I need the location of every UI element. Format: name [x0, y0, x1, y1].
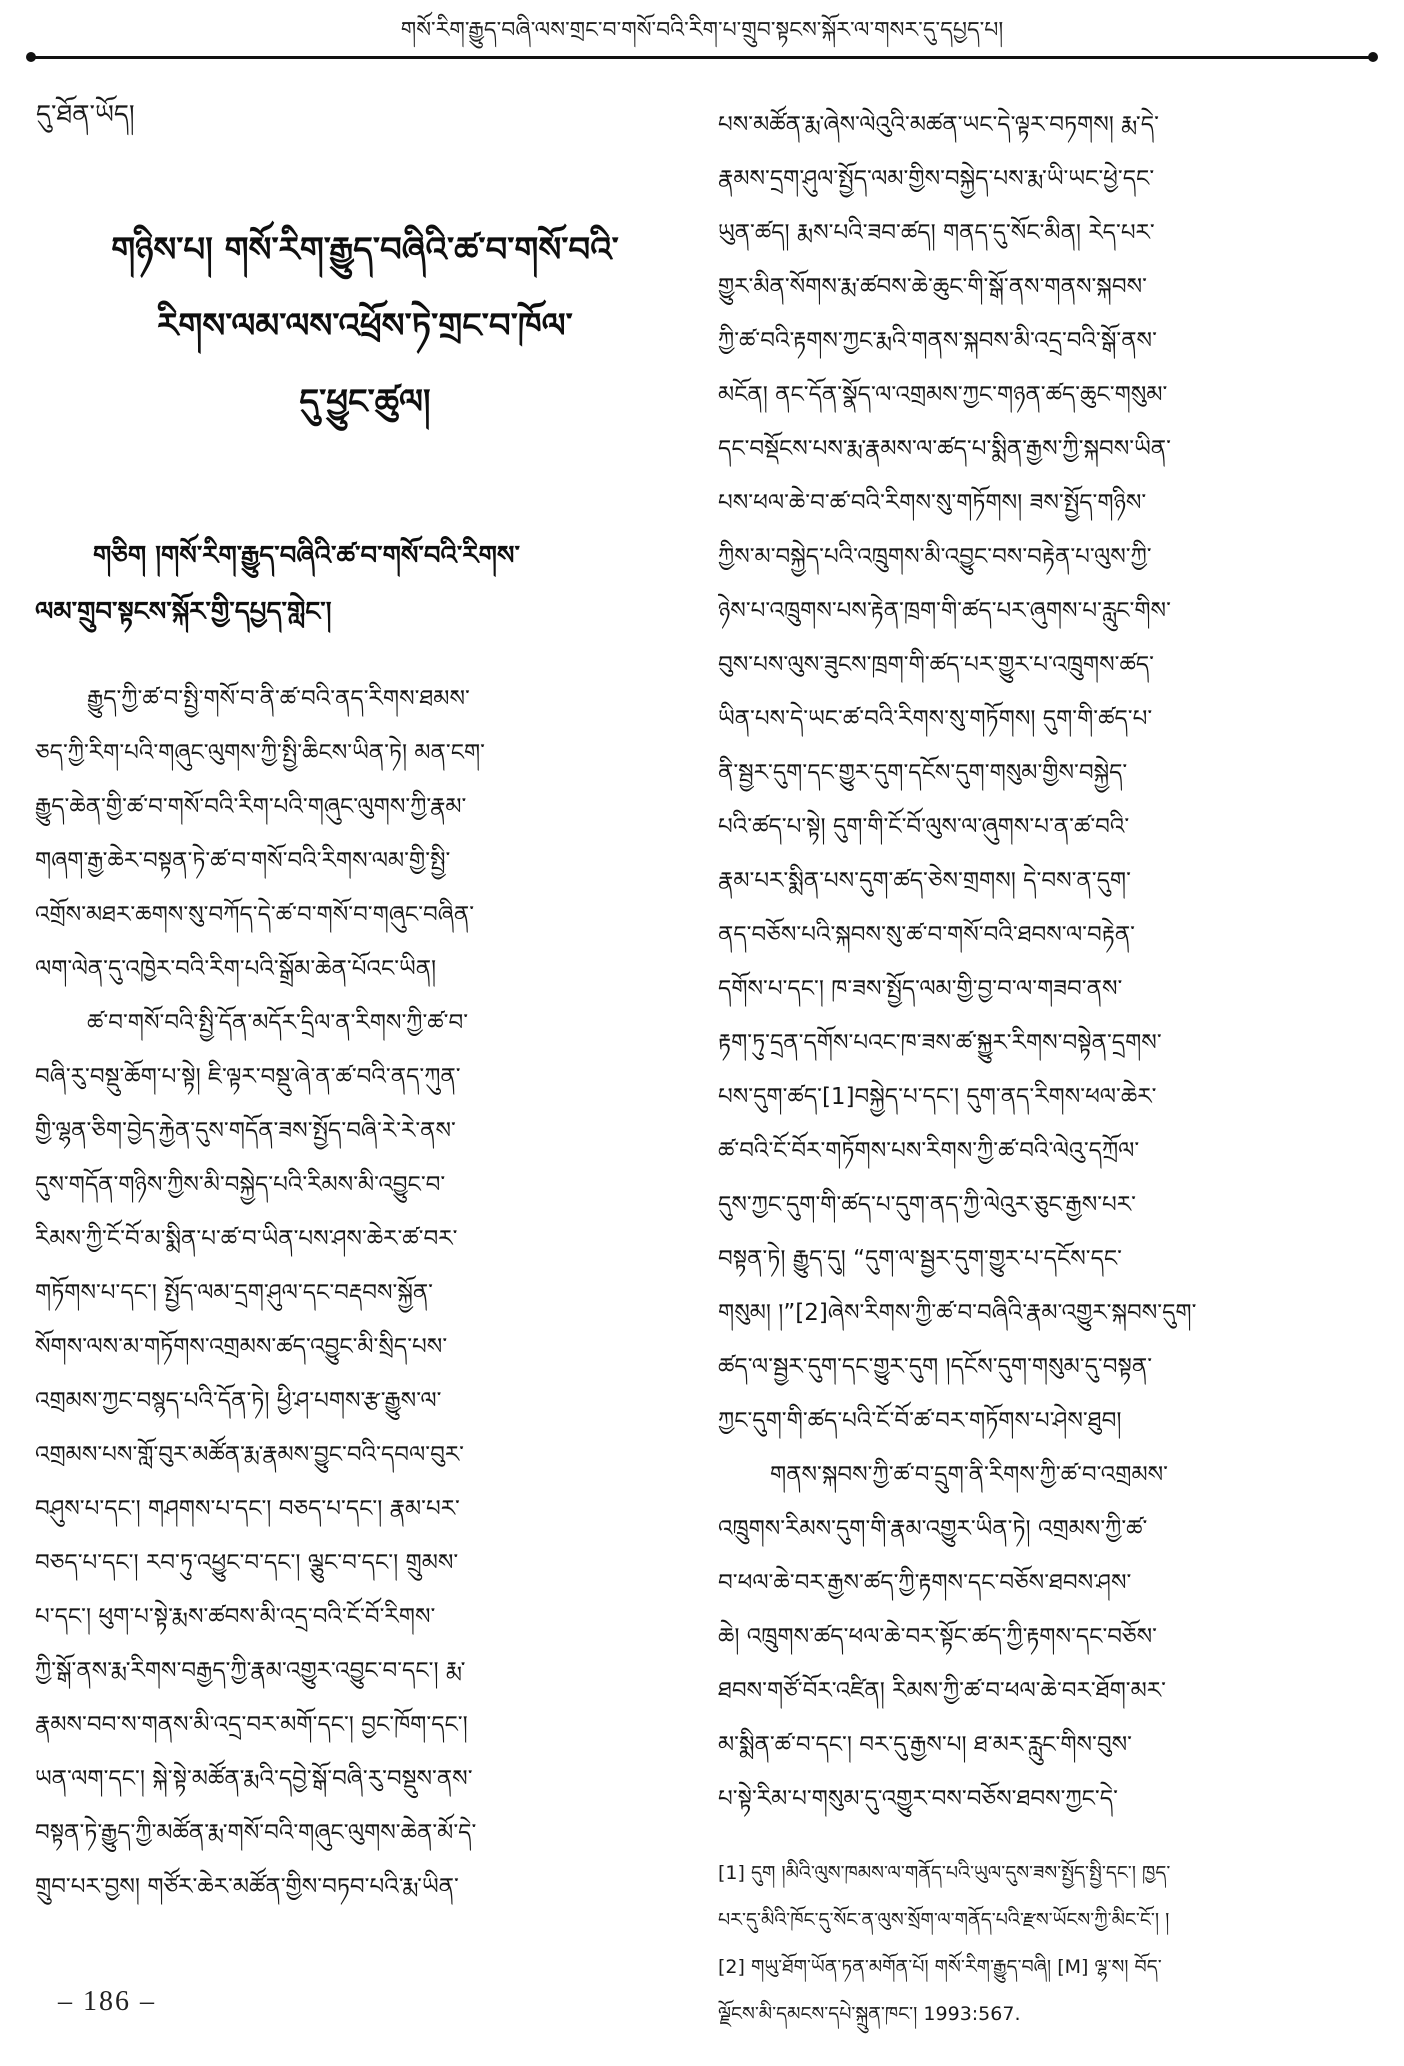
rule-bar — [30, 56, 1374, 59]
text-line: གཞག་རྒྱ་ཆེར་བསྟན་ཏེ་ཚ་བ་གསོ་བའི་རིགས་ལམ་གྱི་སྤྱི་ — [35, 848, 451, 874]
text-line: བཤུས་པ་དང་། གཤགས་པ་དང་། བཅད་པ་དང་། རྣམ་པར་ — [35, 1496, 460, 1522]
text-line: བཞི་རུ་བསྡུ་ཆོག་པ་སྟེ། ཇི་ལྟར་བསྡུ་ཞེ་ན་ཚ་བའི་ནད་ཀུན་ — [35, 1064, 461, 1090]
right-paragraph-2 — [718, 1448, 1390, 1826]
text-line: འགྲམས་པས་གློ་བུར་མཚོན་རྨ་རྣམས་བྱུང་བའི་དབལ་བུར་ — [35, 1442, 464, 1468]
text-line: ནད་བཅོས་པའི་སྐབས་སུ་ཚ་བ་གསོ་བའི་ཐབས་ལ་བརྟེན་ — [718, 922, 1135, 948]
text-line: དང་བསྡོངས་པས་རྨ་རྣམས་ལ་ཚད་པ་སྨིན་རྒྱས་ཀྱི་སྐབས་ཡིན་ — [718, 436, 1171, 462]
text-line: ཡིན་པས་དེ་ཡང་ཚ་བའི་རིགས་སུ་གཏོགས། དུག་གི་ཚད་པ་ — [718, 706, 1153, 732]
text-line: བ་ཕལ་ཆེ་བར་རྒྱས་ཚད་ཀྱི་རྟགས་དང་བཅོས་ཐབས་ཤས་ — [718, 1570, 1132, 1596]
text-line: ཆེ། འཁྲུགས་ཚད་ཕལ་ཆེ་བར་སྟོང་ཚད་ཀྱི་རྟགས་དང་བཅོས་ — [718, 1624, 1157, 1650]
right-column-body — [718, 98, 1390, 1826]
text-line: གྱི་ལྷན་ཅིག་བྱེད་རྐྱེན་དུས་གདོན་ཟས་སྤྱོད་བཞི་རེ་རེ་ནས་ — [35, 1118, 456, 1144]
footnotes-block — [718, 1850, 1394, 2038]
text-line: འཁྲུགས་རིམས་དུག་གི་རྣམ་འགྱུར་ཡིན་ཏེ། འགྲམས་ཀྱི་ཚ་ — [718, 1516, 1148, 1542]
text-line: རྟག་ཏུ་དྲན་དགོས་པའང་ཁ་ཟས་ཚ་སྐྱུར་རིགས་བསྟེན་དྲགས་ — [718, 1030, 1162, 1056]
text-line: གསུམ། །”[2]ཞེས་རིགས་ཀྱི་ཚ་བ་བཞིའི་རྣམ་འགྱུར་སྐབས་དུག་ — [718, 1300, 1197, 1326]
page-number: – 186 – — [58, 1986, 156, 2017]
text-line: གཉིས་པ། གསོ་རིག་རྒྱུད་བཞིའི་ཚ་བ་གསོ་བའི་ — [111, 230, 619, 270]
text-line: ཚ་བ་གསོ་བའི་སྤྱི་དོན་མདོར་དྲིལ་ན་རིགས་ཀྱི་ཚ་བ་ — [87, 1010, 469, 1036]
chapter-title — [35, 212, 695, 440]
footnote-1 — [718, 1850, 1394, 1944]
text-line: དགོས་པ་དང་། ཁ་ཟས་སྤྱོད་ལམ་གྱི་བྱ་བ་ལ་གཟབ་ནས་ — [718, 976, 1123, 1002]
text-line: སོགས་ལས་མ་གཏོགས་འགྲམས་ཚད་འབྱུང་མི་སྲིད་པས་ — [35, 1334, 448, 1360]
text-line: [1] དུག །མིའི་ལུས་ཁམས་ལ་གནོད་པའི་ཡུལ་དུས་ཟས་སྤྱོད་སྤྱི་དང་། ཁྱད་ — [718, 1862, 1171, 1884]
text-line: དུས་ཀྱང་དུག་གི་ཚད་པ་དུག་ནད་ཀྱི་ལེའུར་ཅུང་རྒྱས་པར་ — [718, 1192, 1136, 1218]
text-line: དུས་གདོན་གཉིས་ཀྱིས་མི་བསྐྱེད་པའི་རིམས་མི་འབྱུང་བ་ — [35, 1172, 446, 1198]
rule-right-dot — [1368, 52, 1378, 62]
text-line: རིགས་ལམ་ལས་འཕྲོས་ཏེ་གྲང་བ་ཁོལ་ — [157, 306, 573, 346]
text-line: པའི་ཚད་པ་སྟེ། དུག་གི་ངོ་བོ་ལུས་ལ་ཞུགས་པ་ན་ཚ་བའི་ — [718, 814, 1130, 840]
text-line: ནི་སྦྱར་དུག་དང་གྱུར་དུག་དངོས་དུག་གསུམ་གྱིས་བསྐྱེད་ — [718, 760, 1128, 786]
text-line: བཅད་པ་དང་། རབ་ཏུ་འཕྱུང་བ་དང་། ལྕུང་བ་དང་། གྲུམས་ — [35, 1550, 459, 1576]
text-line: ཀྱི་སྒོ་ནས་རྨ་རིགས་བརྒྱད་ཀྱི་རྣམ་འགྱུར་འབྱུང་བ་དང་། རྨ་ — [35, 1658, 466, 1684]
text-line: པས་དུག་ཚད་[1]བསྐྱེད་པ་དང་། དུག་ནད་རིགས་ཕལ་ཆེར་ — [718, 1084, 1157, 1110]
text-line: ཉེས་པ་འཁྲུགས་པས་རྟེན་ཁྲག་གི་ཚད་པར་ཞུགས་པ་རླུང་གིས་ — [718, 598, 1171, 624]
text-line: རྣམས་དྲག་ཤུལ་སྤྱོད་ལམ་གྱིས་བསྐྱེད་པས་རྨ་ཡི་ཡང་ཕྱེ་དང་ — [718, 166, 1155, 192]
text-line: དུ་ཕྱུང་ཚུལ། — [299, 382, 431, 422]
text-line: ཀྱི་ཚ་བའི་རྟགས་ཀྱང་རྨའི་གནས་སྐབས་མི་འདྲ་བའི་སྒོ་ནས་ — [718, 328, 1157, 354]
section-heading — [35, 528, 695, 640]
text-line: པ་དང་། ཕུག་པ་སྟེ་རྨས་ཚབས་མི་འདྲ་བའི་ངོ་བོ་རིགས་ — [35, 1604, 436, 1630]
text-line: རིམས་ཀྱི་ངོ་བོ་མ་སྨིན་པ་ཚ་བ་ཡིན་པས་ཤས་ཆེར་ཚ་བར་ — [35, 1226, 458, 1252]
left-paragraph-2 — [35, 996, 695, 1914]
text-line: རྒྱུད་ཀྱི་ཚ་བ་སྤྱི་གསོ་བ་ནི་ཚ་བའི་ནད་རིགས་ཐམས་ — [87, 686, 470, 712]
left-paragraph-1 — [35, 672, 695, 996]
text-line: འགྲམས་ཀྱང་བསྙད་པའི་དོན་ཏེ། ཕྱི་ཤ་པགས་རྩ་རྒྱུས་ལ་ — [35, 1388, 442, 1414]
text-line: ཀྱང་དུག་གི་ཚད་པའི་ངོ་བོ་ཚ་བར་གཏོགས་པ་ཤེས་ཐུབ། — [718, 1408, 1122, 1434]
text-line: འགྲོས་མཐར་ཆགས་སུ་བཀོད་དེ་ཚ་བ་གསོ་བ་གཞུང་བཞིན་ — [35, 902, 475, 928]
footnote-2 — [718, 1944, 1394, 2038]
right-paragraph-1 — [718, 98, 1390, 1448]
text-line: [2] གཡུ་ཐོག་ཡོན་ཏན་མགོན་པོ། གསོ་རིག་རྒྱུད་བཞི། [M] ལྷ་ས། བོད་ — [718, 1956, 1162, 1978]
header-rule — [26, 52, 1378, 62]
text-line: ཚད་ལ་སྦྱར་དུག་དང་གྱུར་དུག །དངོས་དུག་གསུམ་དུ་བསྟན་ — [718, 1354, 1153, 1380]
text-line: པས་ཕལ་ཆེ་བ་ཚ་བའི་རིགས་སུ་གཏོགས། ཟས་སྤྱོད་གཉིས་ — [718, 490, 1147, 516]
text-line: རྒྱུད་ཆེན་གྱི་ཚ་བ་གསོ་བའི་རིག་པའི་གཞུང་ལུགས་ཀྱི་རྣམ་ — [35, 794, 467, 820]
text-line: ཡུན་ཚད། རྨས་པའི་ཟབ་ཚད། གནད་དུ་སོང་མིན། རེད་པར་ — [718, 220, 1155, 246]
text-line: ཅད་ཀྱི་རིག་པའི་གཞུང་ལུགས་ཀྱི་སྤྱི་ཆིངས་ཡིན་ཏེ། མན་ངག་ — [35, 740, 486, 766]
text-line: ཀྱིས་མ་བསྐྱེད་པའི་འཁྲུགས་མི་འབྱུང་བས་བརྟེན་པ་ལུས་ཀྱི་ — [718, 544, 1152, 570]
text-line: བསྟན་ཏེ། རྒྱུད་དུ། “དུག་ལ་སྦྱར་དུག་གྱུར་པ་དངོས་དང་ — [718, 1246, 1123, 1272]
text-line: ཐབས་གཙོ་བོར་འཛིན། རིམས་ཀྱི་ཚ་བ་ཕལ་ཆེ་བར་ཐོག་མར་ — [718, 1678, 1166, 1704]
left-column-body — [35, 672, 695, 1914]
text-line: བུས་པས་ལུས་ཟུངས་ཁྲག་གི་ཚད་པར་གྱུར་པ་འཁྲུགས་ཚད་ — [718, 652, 1154, 678]
text-line: གཅིག །གསོ་རིག་རྒྱུད་བཞིའི་ཚ་བ་གསོ་བའི་རིགས་ — [93, 541, 520, 571]
text-line: གྲུབ་པར་བྱས། གཙོར་ཆེར་མཚོན་གྱིས་བཏབ་པའི་རྨ་ཡིན་ — [35, 1874, 459, 1900]
text-line: གཏོགས་པ་དང་། སྤྱོད་ལམ་དྲག་ཤུལ་དང་བརྡབས་སྐྱོན་ — [35, 1280, 434, 1306]
text-line: ལམ་གྲུབ་སྟངས་སྐོར་གྱི་དཔྱད་གླེང་། — [35, 597, 332, 627]
text-line: ཚ་བའི་ངོ་བོར་གཏོགས་པས་རིགས་ཀྱི་ཚ་བའི་ལེའུ་དཀྲོལ་ — [718, 1138, 1140, 1164]
text-line: རྣམ་པར་སྨིན་པས་དུག་ཚད་ཅེས་གྲགས། དེ་བས་ན་དུག་ — [718, 868, 1131, 894]
text-line: པ་སྟེ་རིམ་པ་གསུམ་དུ་འགྱུར་བས་བཅོས་ཐབས་ཀྱང་དེ་ — [718, 1786, 1118, 1812]
text-line: བསྟན་ཏེ་རྒྱུད་ཀྱི་མཚོན་རྨ་གསོ་བའི་གཞུང་ལུགས་ཆེན་མོ་དེ་ — [35, 1820, 477, 1846]
text-line: ལག་ལེན་དུ་འཁྱེར་བའི་རིག་པའི་སྒྲོམ་ཆེན་པོའང་ཡིན། — [35, 956, 437, 982]
text-line: པས་མཚོན་རྨ་ཞེས་ལེའུའི་མཚན་ཡང་དེ་ལྟར་བཏགས། རྨ་དེ་ — [718, 112, 1159, 138]
running-head-title: གསོ་རིག་རྒྱུད་བཞི་ལས་གྲང་བ་གསོ་བའི་རིག་པ་གྲུབ་སྟངས་སྐོར་ལ་གསར་དུ་དཔྱད་པ། — [400, 18, 1004, 43]
text-line: མངོན། ནང་དོན་སྣོད་ལ་འགྲམས་ཀྱང་གཉན་ཚད་ཆུང་གསུམ་ — [718, 382, 1168, 408]
byline-text: དུ་ཐོན་ཡོད། — [36, 100, 135, 130]
text-line: རྣམས་བབ་ས་གནས་མི་འདྲ་བར་མགོ་དང་། བྱང་ཁོག་དང་། — [35, 1712, 468, 1738]
text-line: ཡན་ལག་དང་། སྐེ་སྟེ་མཚོན་རྨའི་དབྱེ་སྒོ་བཞི་རུ་བསྡུས་ནས་ — [35, 1766, 473, 1792]
text-line: གནས་སྐབས་ཀྱི་ཚ་བ་དྲུག་ནི་རིགས་ཀྱི་ཚ་བ་འགྲམས་ — [770, 1462, 1168, 1488]
text-line: པར་དུ་མིའི་ཁོང་དུ་སོང་ན་ལུས་སྲོག་ལ་གནོད་པའི་རྫས་ཡོངས་ཀྱི་མིང་ངོ་། ། — [718, 1909, 1170, 1931]
text-line: གྱུར་མིན་སོགས་རྨ་ཚབས་ཆེ་ཆུང་གི་སྒོ་ནས་གནས་སྐབས་ — [718, 274, 1147, 300]
text-line: མ་སྨིན་ཚ་བ་དང་། བར་དུ་རྒྱས་པ། ཐ་མར་རླུང་གིས་བུས་ — [718, 1732, 1132, 1758]
text-line: ལྗོངས་མི་དམངས་དཔེ་སྐྲུན་ཁང་། 1993:567. — [718, 2003, 1021, 2025]
